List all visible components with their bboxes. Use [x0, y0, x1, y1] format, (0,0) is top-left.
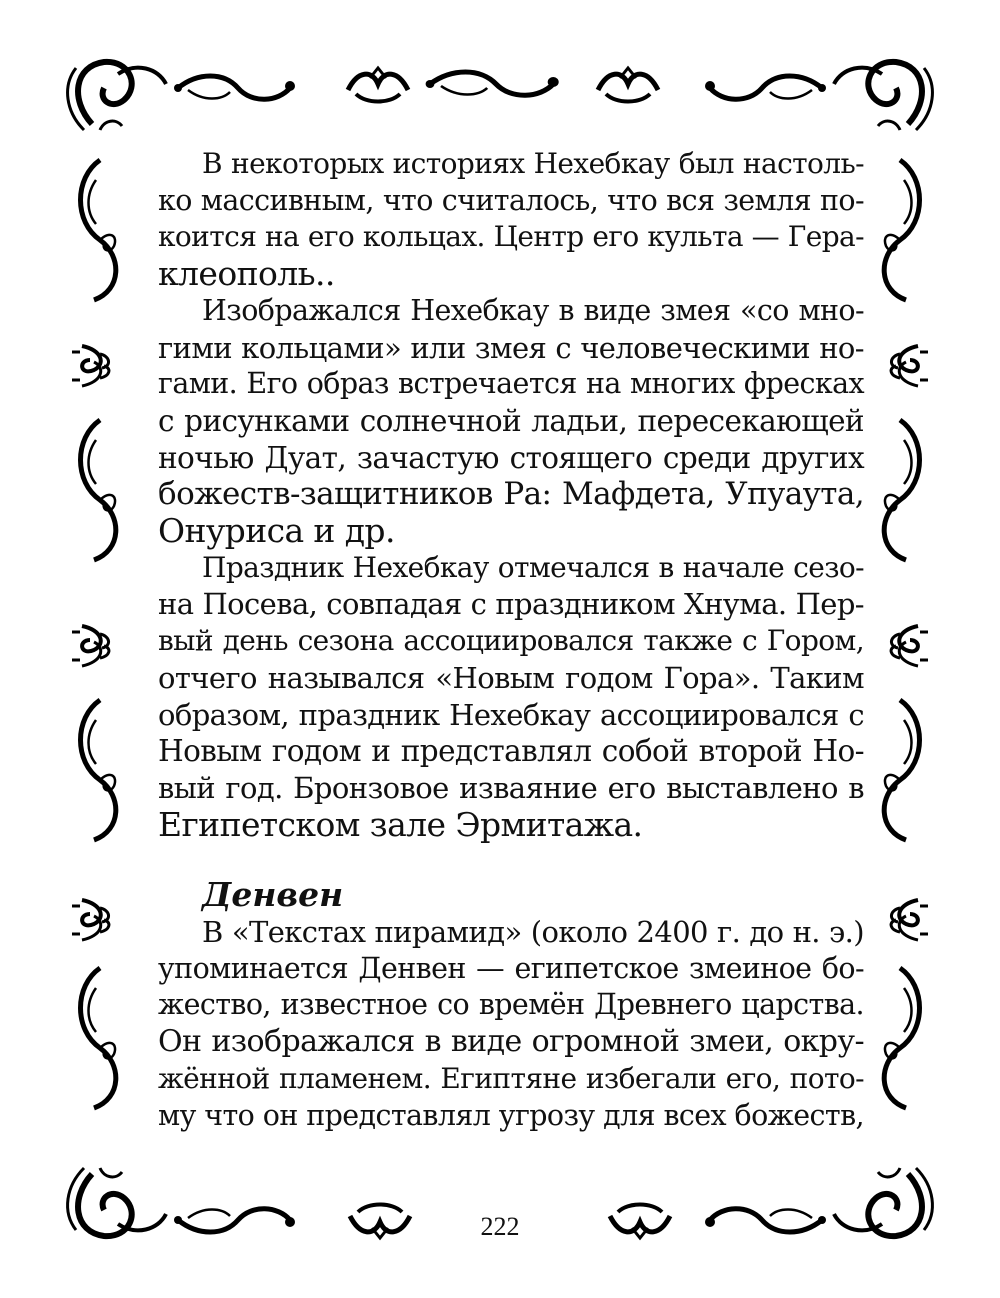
section-heading: Денвен [202, 875, 344, 915]
text-line: упоминается Денвен — египетское змеиное бо- [158, 951, 864, 985]
right-border [884, 160, 928, 1108]
text-line: ночью Дуат, зачастую стоящего среди других [158, 440, 864, 475]
text-line: божеств-защитников Ра: Мафдета, Упуаута, [158, 476, 864, 513]
text-line: отчего назывался «Новым годом Гора». Таким [158, 660, 864, 695]
left-border [72, 160, 116, 1108]
text-line: му что он представлял угрозу для всех божеств, [158, 1098, 864, 1132]
text-line: Он изображался в виде огромной змеи, окру- [158, 1024, 864, 1060]
text-line: Новым годом и представлял собой второй Но- [158, 734, 864, 769]
text-line: коится на его кольцах. Центр его культа — Гера- [158, 220, 864, 254]
body-text [158, 146, 864, 1134]
text-line: образом, праздник Нехебкау ассоциировался с [158, 697, 864, 732]
text-line: Праздник Нехебкау отмечался в начале сезо- [202, 550, 864, 584]
text-line: Онуриса и др. [158, 511, 395, 551]
text-line: вый день сезона ассоциировался также с Гором, [158, 624, 864, 658]
text-line: гами. Его образ встречается на многих фресках [158, 367, 864, 401]
text-line: жество, известное со времён Древнего царства. [158, 988, 864, 1022]
text-line: гими кольцами» или змея с человеческими но- [158, 330, 864, 365]
top-border [174, 68, 826, 102]
text-line: В «Текстах пирамид» (около 2400 г. до н. э.) [202, 915, 864, 950]
text-line: В некоторых историях Нехебкау был настоль- [202, 147, 864, 180]
text-line: ко массивным, что считалось, что вся земля по- [158, 183, 864, 217]
text-line: на Посева, совпадая с праздником Хнума. Пер- [158, 587, 864, 622]
page-number: 222 [480, 1212, 520, 1241]
corner-top-right [834, 62, 932, 130]
text-line: с рисунками солнечной ладьи, пересекающей [158, 403, 864, 438]
text-line: Изображался Нехебкау в виде змея «со мно- [202, 293, 864, 327]
text-line: Египетском зале Эрмитажа. [158, 804, 643, 844]
text-line: клеополь.. [158, 254, 335, 294]
text-line: вый год. Бронзовое изваяние его выставлено в [158, 770, 864, 805]
corner-top-left [68, 62, 166, 130]
text-line: жённой пламенем. Египтяне избегали его, пото- [158, 1061, 864, 1095]
